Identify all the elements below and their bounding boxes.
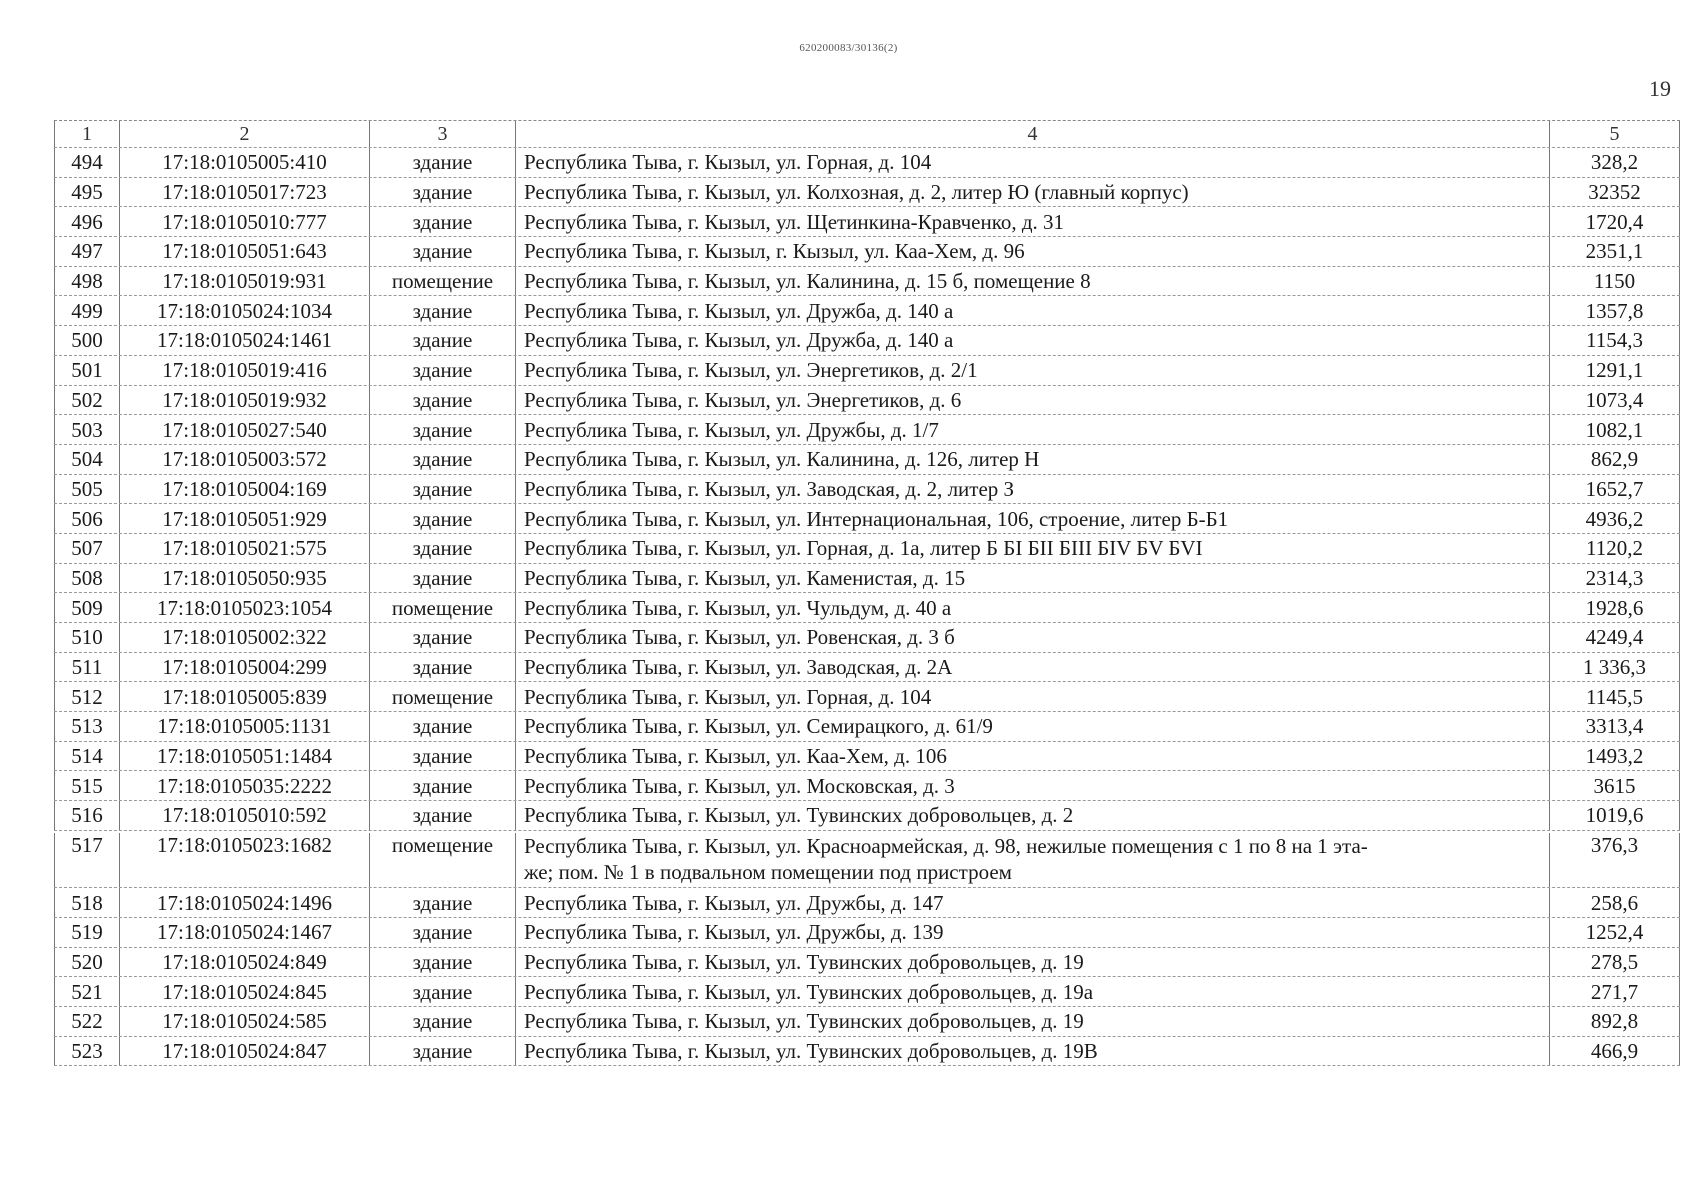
object-area: 1252,4: [1550, 918, 1680, 947]
table-row: [54, 178, 1680, 208]
cadastral-number: 17:18:0105051:643: [120, 237, 370, 266]
cadastral-number: 17:18:0105019:931: [120, 267, 370, 296]
object-area: 1291,1: [1550, 356, 1680, 385]
object-area: 376,3: [1550, 833, 1680, 887]
object-area: 1150: [1550, 267, 1680, 296]
row-number: 501: [54, 356, 120, 385]
object-type: здание: [370, 1037, 516, 1066]
cadastral-number: 17:18:0105023:1054: [120, 593, 370, 622]
row-number: 508: [54, 564, 120, 593]
object-type: помещение: [370, 267, 516, 296]
object-address: Республика Тыва, г. Кызыл, ул. Тувинских добровольцев, д. 19: [516, 948, 1550, 977]
row-number: 514: [54, 742, 120, 771]
cadastral-number: 17:18:0105024:1467: [120, 918, 370, 947]
cadastral-number: 17:18:0105019:932: [120, 386, 370, 415]
object-area: 328,2: [1550, 148, 1680, 177]
table-row: [54, 445, 1680, 475]
cadastral-number: 17:18:0105004:169: [120, 475, 370, 504]
page-number: 19: [1649, 76, 1671, 101]
table-row: [54, 918, 1680, 948]
row-number: 503: [54, 415, 120, 444]
object-address: Республика Тыва, г. Кызыл, ул. Энергетиков, д. 2/1: [516, 356, 1550, 385]
row-number: 495: [54, 178, 120, 207]
object-area: 4936,2: [1550, 504, 1680, 533]
cadastral-number: 17:18:0105024:585: [120, 1007, 370, 1036]
row-number: 522: [54, 1007, 120, 1036]
object-type: здание: [370, 653, 516, 682]
object-address: Республика Тыва, г. Кызыл, ул. Дружбы, д. 147: [516, 888, 1550, 917]
row-number: 498: [54, 267, 120, 296]
object-type: здание: [370, 564, 516, 593]
table-row: [54, 623, 1680, 653]
table-row: [54, 237, 1680, 267]
object-type: здание: [370, 296, 516, 325]
object-area: 258,6: [1550, 888, 1680, 917]
row-number: 517: [54, 833, 120, 887]
table-row: [54, 207, 1680, 237]
object-address: Республика Тыва, г. Кызыл, ул. Дружбы, д. 1/7: [516, 415, 1550, 444]
object-type: здание: [370, 712, 516, 741]
cadastral-number: 17:18:0105035:2222: [120, 771, 370, 800]
object-type: помещение: [370, 833, 516, 887]
column-header-5: 5: [1550, 121, 1680, 147]
document-code: 620200083/30136(2): [799, 42, 898, 54]
table-row: [54, 888, 1680, 918]
object-area: 278,5: [1550, 948, 1680, 977]
object-address: Республика Тыва, г. Кызыл, ул. Дружба, д. 140 а: [516, 326, 1550, 355]
object-area: 1493,2: [1550, 742, 1680, 771]
cadastral-number: 17:18:0105024:1034: [120, 296, 370, 325]
row-number: 506: [54, 504, 120, 533]
table-row: [54, 742, 1680, 772]
row-number: 512: [54, 682, 120, 711]
object-type: здание: [370, 445, 516, 474]
object-area: 4249,4: [1550, 623, 1680, 652]
object-address: Республика Тыва, г. Кызыл, ул. Чульдум, д. 40 а: [516, 593, 1550, 622]
object-type: здание: [370, 415, 516, 444]
object-type: здание: [370, 623, 516, 652]
object-area: 271,7: [1550, 977, 1680, 1006]
object-type: здание: [370, 237, 516, 266]
object-type: здание: [370, 801, 516, 830]
table-row: [54, 148, 1680, 178]
table-row: [54, 948, 1680, 978]
cadastral-number: 17:18:0105023:1682: [120, 833, 370, 887]
object-address: Республика Тыва, г. Кызыл, ул. Калинина, д. 15 б, помещение 8: [516, 267, 1550, 296]
row-number: 500: [54, 326, 120, 355]
object-address: Республика Тыва, г. Кызыл, ул. Ровенская, д. 3 б: [516, 623, 1550, 652]
table-row: [54, 1007, 1680, 1037]
object-area: 32352: [1550, 178, 1680, 207]
cadastral-number: 17:18:0105024:849: [120, 948, 370, 977]
object-address: Республика Тыва, г. Кызыл, ул. Интернациональная, 106, строение, литер Б-Б1: [516, 504, 1550, 533]
object-address: Республика Тыва, г. Кызыл, ул. Горная, д. 104: [516, 682, 1550, 711]
object-area: 892,8: [1550, 1007, 1680, 1036]
object-address: Республика Тыва, г. Кызыл, ул. Красноармейская, д. 98, нежилые помещения с 1 по 8 на 1 эта- же; пом. № 1 в подвальном помещении под пристроем: [516, 833, 1550, 887]
row-number: 515: [54, 771, 120, 800]
table-row: [54, 326, 1680, 356]
table-row: [54, 712, 1680, 742]
cadastral-number: 17:18:0105010:592: [120, 801, 370, 830]
object-address: Республика Тыва, г. Кызыл, ул. Дружбы, д. 139: [516, 918, 1550, 947]
table-row: [54, 475, 1680, 505]
row-number: 496: [54, 207, 120, 236]
object-type: помещение: [370, 593, 516, 622]
row-number: 507: [54, 534, 120, 563]
row-number: 504: [54, 445, 120, 474]
cadastral-number: 17:18:0105051:1484: [120, 742, 370, 771]
cadastral-number: 17:18:0105003:572: [120, 445, 370, 474]
cadastral-number: 17:18:0105050:935: [120, 564, 370, 593]
object-address: Республика Тыва, г. Кызыл, ул. Тувинских добровольцев, д. 19: [516, 1007, 1550, 1036]
row-number: 513: [54, 712, 120, 741]
object-address: Республика Тыва, г. Кызыл, ул. Дружба, д. 140 а: [516, 296, 1550, 325]
object-type: здание: [370, 948, 516, 977]
table-row: [54, 977, 1680, 1007]
object-type: здание: [370, 534, 516, 563]
cadastral-number: 17:18:0105005:839: [120, 682, 370, 711]
object-area: 1652,7: [1550, 475, 1680, 504]
table-row: [54, 682, 1680, 712]
cadastral-number: 17:18:0105024:847: [120, 1037, 370, 1066]
object-area: 1720,4: [1550, 207, 1680, 236]
table-body: [54, 148, 1680, 1066]
column-header-1: 1: [54, 121, 120, 147]
property-table: [54, 120, 1680, 1066]
table-row: [54, 267, 1680, 297]
row-number: 494: [54, 148, 120, 177]
object-address: Республика Тыва, г. Кызыл, ул. Калинина, д. 126, литер Н: [516, 445, 1550, 474]
cadastral-number: 17:18:0105004:299: [120, 653, 370, 682]
row-number: 520: [54, 948, 120, 977]
object-area: 1082,1: [1550, 415, 1680, 444]
table-row: [54, 564, 1680, 594]
object-address: Республика Тыва, г. Кызыл, ул. Энергетиков, д. 6: [516, 386, 1550, 415]
object-type: здание: [370, 888, 516, 917]
object-area: 466,9: [1550, 1037, 1680, 1066]
row-number: 518: [54, 888, 120, 917]
table-row: [54, 1037, 1680, 1067]
object-address: Республика Тыва, г. Кызыл, ул. Каа-Хем, д. 106: [516, 742, 1550, 771]
table-row: [54, 593, 1680, 623]
row-number: 505: [54, 475, 120, 504]
object-type: здание: [370, 771, 516, 800]
row-number: 497: [54, 237, 120, 266]
table-row: [54, 831, 1680, 888]
table-row: [54, 801, 1680, 831]
row-number: 519: [54, 918, 120, 947]
table-row: [54, 386, 1680, 416]
object-address: Республика Тыва, г. Кызыл, ул. Семирацкого, д. 61/9: [516, 712, 1550, 741]
object-address: Республика Тыва, г. Кызыл, ул. Московская, д. 3: [516, 771, 1550, 800]
object-type: здание: [370, 356, 516, 385]
table-row: [54, 534, 1680, 564]
table-row: [54, 771, 1680, 801]
row-number: 521: [54, 977, 120, 1006]
object-address: Республика Тыва, г. Кызыл, ул. Щетинкина-Кравченко, д. 31: [516, 207, 1550, 236]
cadastral-number: 17:18:0105021:575: [120, 534, 370, 563]
object-address: Республика Тыва, г. Кызыл, г. Кызыл, ул. Каа-Хем, д. 96: [516, 237, 1550, 266]
table-row: [54, 504, 1680, 534]
table-row: [54, 356, 1680, 386]
object-address: Республика Тыва, г. Кызыл, ул. Колхозная, д. 2, литер Ю (главный корпус): [516, 178, 1550, 207]
object-area: 1120,2: [1550, 534, 1680, 563]
object-area: 3615: [1550, 771, 1680, 800]
cadastral-number: 17:18:0105002:322: [120, 623, 370, 652]
row-number: 523: [54, 1037, 120, 1066]
object-type: здание: [370, 977, 516, 1006]
cadastral-number: 17:18:0105024:1461: [120, 326, 370, 355]
cadastral-number: 17:18:0105024:1496: [120, 888, 370, 917]
object-area: 1019,6: [1550, 801, 1680, 830]
object-area: 2351,1: [1550, 237, 1680, 266]
object-area: 1928,6: [1550, 593, 1680, 622]
table-row: [54, 415, 1680, 445]
table-row: [54, 653, 1680, 683]
object-type: здание: [370, 1007, 516, 1036]
table-header-row: [54, 121, 1680, 148]
object-area: 1073,4: [1550, 386, 1680, 415]
object-area: 3313,4: [1550, 712, 1680, 741]
column-header-3: 3: [370, 121, 516, 147]
row-number: 499: [54, 296, 120, 325]
cadastral-number: 17:18:0105005:410: [120, 148, 370, 177]
object-type: здание: [370, 475, 516, 504]
cadastral-number: 17:18:0105017:723: [120, 178, 370, 207]
object-area: 1145,5: [1550, 682, 1680, 711]
object-address: Республика Тыва, г. Кызыл, ул. Каменистая, д. 15: [516, 564, 1550, 593]
object-area: 2314,3: [1550, 564, 1680, 593]
cadastral-number: 17:18:0105010:777: [120, 207, 370, 236]
object-address: Республика Тыва, г. Кызыл, ул. Заводская, д. 2, литер З: [516, 475, 1550, 504]
cadastral-number: 17:18:0105051:929: [120, 504, 370, 533]
object-area: 1154,3: [1550, 326, 1680, 355]
object-type: здание: [370, 742, 516, 771]
object-area: 1 336,3: [1550, 653, 1680, 682]
object-type: помещение: [370, 682, 516, 711]
table-row: [54, 296, 1680, 326]
cadastral-number: 17:18:0105027:540: [120, 415, 370, 444]
column-header-2: 2: [120, 121, 370, 147]
cadastral-number: 17:18:0105005:1131: [120, 712, 370, 741]
row-number: 510: [54, 623, 120, 652]
object-address: Республика Тыва, г. Кызыл, ул. Тувинских добровольцев, д. 19В: [516, 1037, 1550, 1066]
object-type: здание: [370, 504, 516, 533]
object-area: 862,9: [1550, 445, 1680, 474]
object-type: здание: [370, 326, 516, 355]
cadastral-number: 17:18:0105024:845: [120, 977, 370, 1006]
object-type: здание: [370, 918, 516, 947]
object-type: здание: [370, 148, 516, 177]
object-address: Республика Тыва, г. Кызыл, ул. Заводская, д. 2А: [516, 653, 1550, 682]
column-header-4: 4: [516, 121, 1550, 147]
row-number: 509: [54, 593, 120, 622]
object-type: здание: [370, 207, 516, 236]
object-area: 1357,8: [1550, 296, 1680, 325]
object-address: Республика Тыва, г. Кызыл, ул. Горная, д. 1а, литер Б БI БII БIII БIV БV БVI: [516, 534, 1550, 563]
object-type: здание: [370, 386, 516, 415]
object-address: Республика Тыва, г. Кызыл, ул. Горная, д. 104: [516, 148, 1550, 177]
object-address: Республика Тыва, г. Кызыл, ул. Тувинских добровольцев, д. 2: [516, 801, 1550, 830]
row-number: 502: [54, 386, 120, 415]
object-type: здание: [370, 178, 516, 207]
cadastral-number: 17:18:0105019:416: [120, 356, 370, 385]
object-address: Республика Тыва, г. Кызыл, ул. Тувинских добровольцев, д. 19а: [516, 977, 1550, 1006]
row-number: 511: [54, 653, 120, 682]
row-number: 516: [54, 801, 120, 830]
